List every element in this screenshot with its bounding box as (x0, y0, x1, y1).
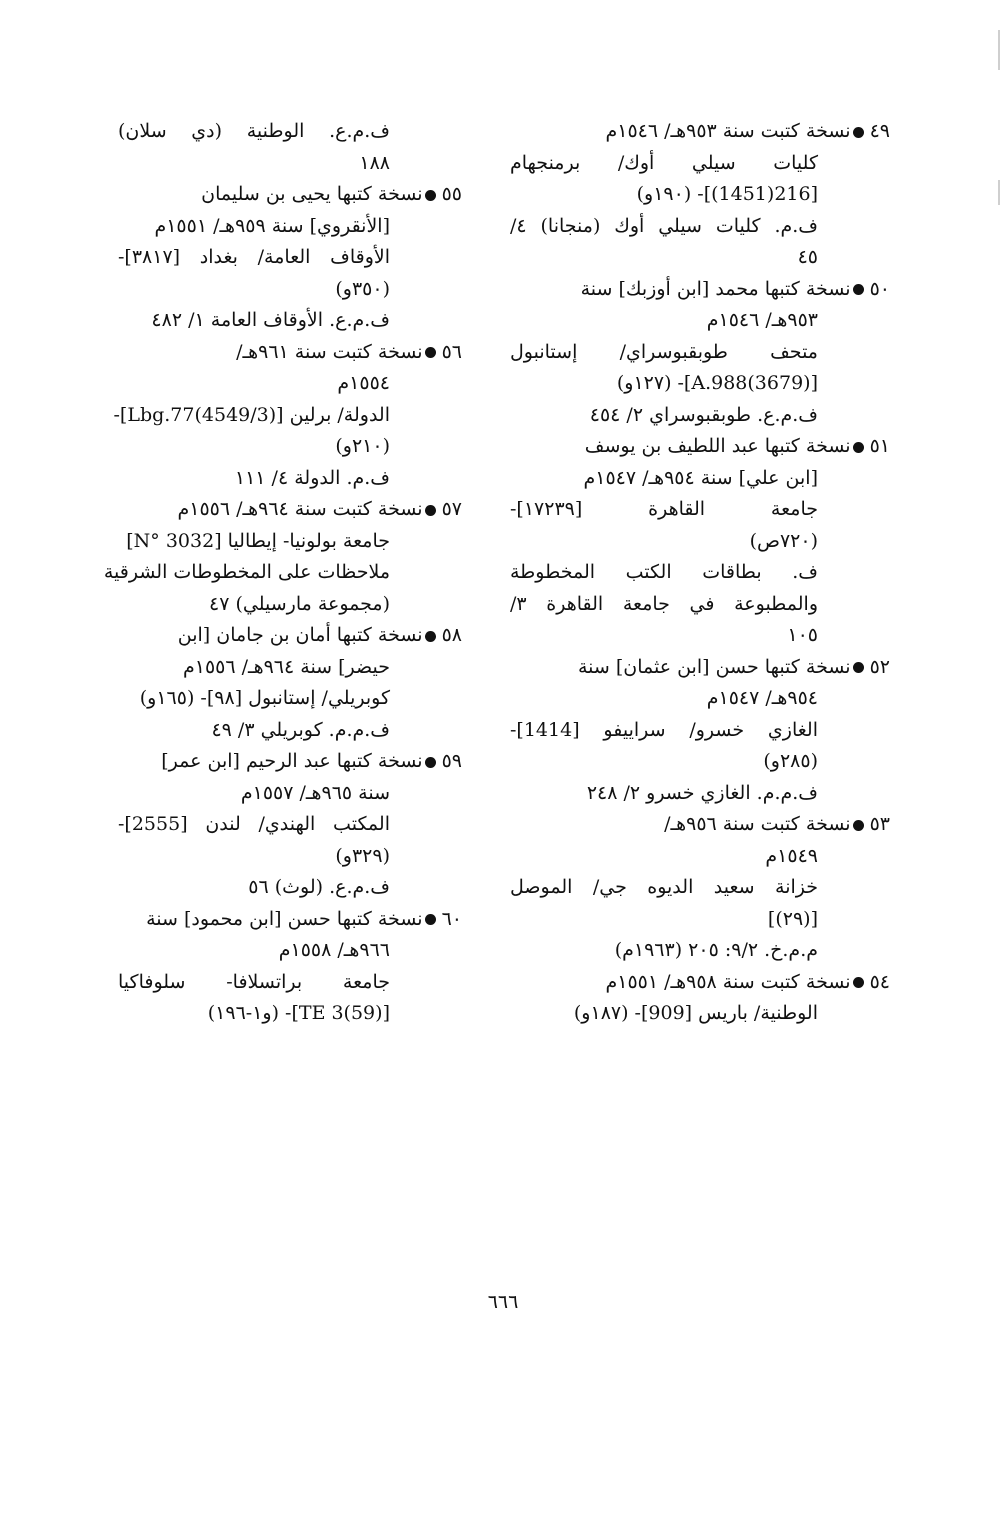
entry-line: جامعة براتسلافا- سلوفاكيا (118, 970, 390, 993)
entry-line: ٩٦٦هـ/ ١٥٥٨م (278, 939, 390, 961)
entry-number: ٥٥ (441, 183, 462, 205)
bullet-icon (853, 284, 864, 295)
entry-number: ٥٣ (869, 813, 890, 835)
entry-heading-text: نسخة كتبت سنة ٩٦٤هـ/ ١٥٥٦م (177, 498, 423, 520)
entry-heading-text: نسخة كتبها يحيى بن سليمان (201, 183, 423, 205)
entry-line: ف.م.ع. طوبقبوسراي ٢/ ٤٥٤ (589, 403, 818, 426)
entry-heading-text: نسخة كتبها محمد [ابن أوزبك] سنة (580, 277, 851, 300)
entry-number: ٥٧ (441, 498, 462, 520)
entry-number: ٦٠ (441, 907, 462, 930)
bullet-icon (853, 820, 864, 831)
entry-heading (510, 652, 890, 684)
entry-heading-text: نسخة كتبها عبد اللطيف بن يوسف (584, 435, 851, 457)
entry-line: الغازي خسرو/ سراييفو [1414]- (510, 718, 818, 741)
entry-line: [الأنقروي] سنة ٩٥٩هـ/ ١٥٥١م (154, 214, 390, 237)
entry-line: سنة ٩٦٥هـ/ ١٥٥٧م (240, 781, 390, 804)
entry-number: ٥٤ (869, 970, 890, 993)
left-column (103, 116, 462, 1030)
entry-heading-text: نسخة كتبت سنة ٩٦١هـ/ (236, 340, 423, 363)
entry-line: ٤٥ (797, 246, 818, 268)
bullet-icon (425, 757, 436, 768)
entry-line: [A.988(3679)]- (١٢٧و) (616, 372, 818, 394)
entry-line: (٣٥٠و) (335, 277, 390, 300)
entry-line: (مجموعة مارسيلي) ٤٧ (208, 592, 390, 615)
bullet-icon (425, 190, 436, 201)
page-number: ٦٦٦ (487, 1291, 519, 1313)
entry-heading (118, 337, 462, 369)
entry-line: المكتب الهندي/ لندن [2555]- (118, 813, 390, 835)
entry-line: [216(1451)]- (١٩٠و) (636, 183, 818, 205)
entry-line: (٢٨٥و) (763, 750, 818, 772)
entry-heading-text: نسخة كتبها حسن [ابن محمود] سنة (146, 907, 423, 930)
entry-number: ٥٢ (869, 655, 890, 678)
entry-heading (118, 494, 462, 526)
entry-line: ف.م.ع. الأوقاف العامة ١/ ٤٨٢ (151, 309, 390, 331)
bullet-icon (853, 977, 864, 988)
entry-line: حيضر] سنة ٩٦٤هـ/ ١٥٥٦م (182, 655, 390, 678)
entry-line: ١٥٥٤م (337, 372, 390, 394)
entry-heading (510, 809, 890, 841)
entry-line: الدولة/ برلين [Lbg.77(4549/3)]- (113, 403, 390, 426)
entry-number: ٥٦ (441, 340, 462, 363)
entry-line: م.م.خ. ٩/٢: ٢٠٥ (١٩٦٣م) (614, 939, 818, 961)
entry-line: الوطنية/ باريس [909]- (١٨٧و) (573, 1002, 818, 1024)
entry-line: (٣٢٩و) (335, 844, 390, 867)
entry-line: ملاحظات على المخطوطات الشرقية (103, 561, 390, 583)
entry-line: كوبريلي/ إستانبول [٩٨]- (١٦٥و) (139, 687, 390, 709)
entry-number: ٥٨ (441, 624, 462, 646)
entry-heading (510, 967, 890, 999)
entry-heading-text: نسخة كتبها عبد الرحيم [ابن عمر] (161, 750, 423, 772)
entry-number: ٥٠ (869, 277, 890, 300)
entry-line: الأوقاف العامة/ بغداد [٣٨١٧]- (118, 246, 390, 268)
bullet-icon (853, 442, 864, 453)
entry-line: كليات سيلي أوك/ برمنجهام (510, 151, 818, 174)
entry-number: ٥١ (869, 435, 890, 457)
entry-heading (118, 179, 462, 211)
bullet-icon (425, 347, 436, 358)
entry-line: والمطبوعة في جامعة القاهرة ٣/ (510, 592, 818, 615)
entry-line: جامعة القاهرة [١٧٢٣٩]- (510, 498, 818, 520)
entry-heading-text: نسخة كتبت سنة ٩٥٨هـ/ ١٥٥١م (605, 970, 851, 993)
entry-line: ١٨٨ (359, 151, 390, 174)
entry-line: ف.م.ع. الوطنية (دي سلان) (118, 120, 390, 142)
bullet-icon (425, 914, 436, 925)
entry-heading (510, 274, 890, 306)
entry-line: (٢١٠و) (335, 435, 390, 457)
entry-line: ف.م.ع. (لوث) ٥٦ (248, 876, 390, 898)
entry-heading (118, 746, 462, 778)
scan-edge-mark (998, 180, 1000, 205)
entry-line: ف.م.م. كوبريلي ٣/ ٤٩ (211, 718, 390, 741)
entry-line: متحف طوبقبوسراي/ إستانبول (510, 340, 818, 363)
entry-heading (118, 904, 462, 936)
bullet-icon (425, 631, 436, 642)
entry-line: ف.م.م. الغازي خسرو ٢/ ٢٤٨ (586, 781, 818, 804)
entry-line: [TE 3(59)]- (و١-١٩٦) (207, 1002, 390, 1024)
entry-line: ف.م. الدولة ٤/ ١١١ (234, 466, 390, 489)
entry-heading (118, 620, 462, 652)
entry-heading (510, 116, 890, 148)
entry-heading-text: نسخة كتبت سنة ٩٥٣هـ/ ١٥٤٦م (605, 120, 851, 142)
entry-line: [(٢٩)] (767, 907, 818, 930)
entry-heading-text: نسخة كتبت سنة ٩٥٦هـ/ (664, 813, 851, 835)
entry-heading-text: نسخة كتبها أمان بن جامان [ابن (177, 624, 423, 646)
entry-line: ف.م. كليات سيلي أوك (منجانا) ٤/ (510, 214, 818, 237)
entry-heading-text: نسخة كتبها حسن [ابن عثمان] سنة (577, 655, 851, 678)
bullet-icon (853, 127, 864, 138)
entry-number: ٥٩ (441, 750, 462, 772)
entry-line: ١٥٤٩م (765, 844, 818, 867)
bullet-icon (425, 505, 436, 516)
right-column (510, 116, 890, 1030)
entry-line: ٩٥٤هـ/ ١٥٤٧م (706, 687, 818, 709)
scan-edge-mark (998, 30, 1000, 70)
entry-line: ١٠٥ (787, 624, 818, 646)
entry-line: ٩٥٣هـ/ ١٥٤٦م (706, 309, 818, 331)
bullet-icon (853, 662, 864, 673)
entry-line: جامعة بولونيا- إيطاليا [N° 3032] (126, 529, 390, 552)
entry-line: خزانة سعيد الديوه جي/ الموصل (510, 876, 818, 898)
entry-line: [ابن علي] سنة ٩٥٤هـ/ ١٥٤٧م (583, 466, 818, 489)
entry-number: ٤٩ (869, 120, 890, 142)
entry-line: (٧٢٠ص) (749, 529, 818, 552)
entry-heading (510, 431, 890, 463)
entry-line: ف. بطاقات الكتب المخطوطة (510, 561, 818, 583)
